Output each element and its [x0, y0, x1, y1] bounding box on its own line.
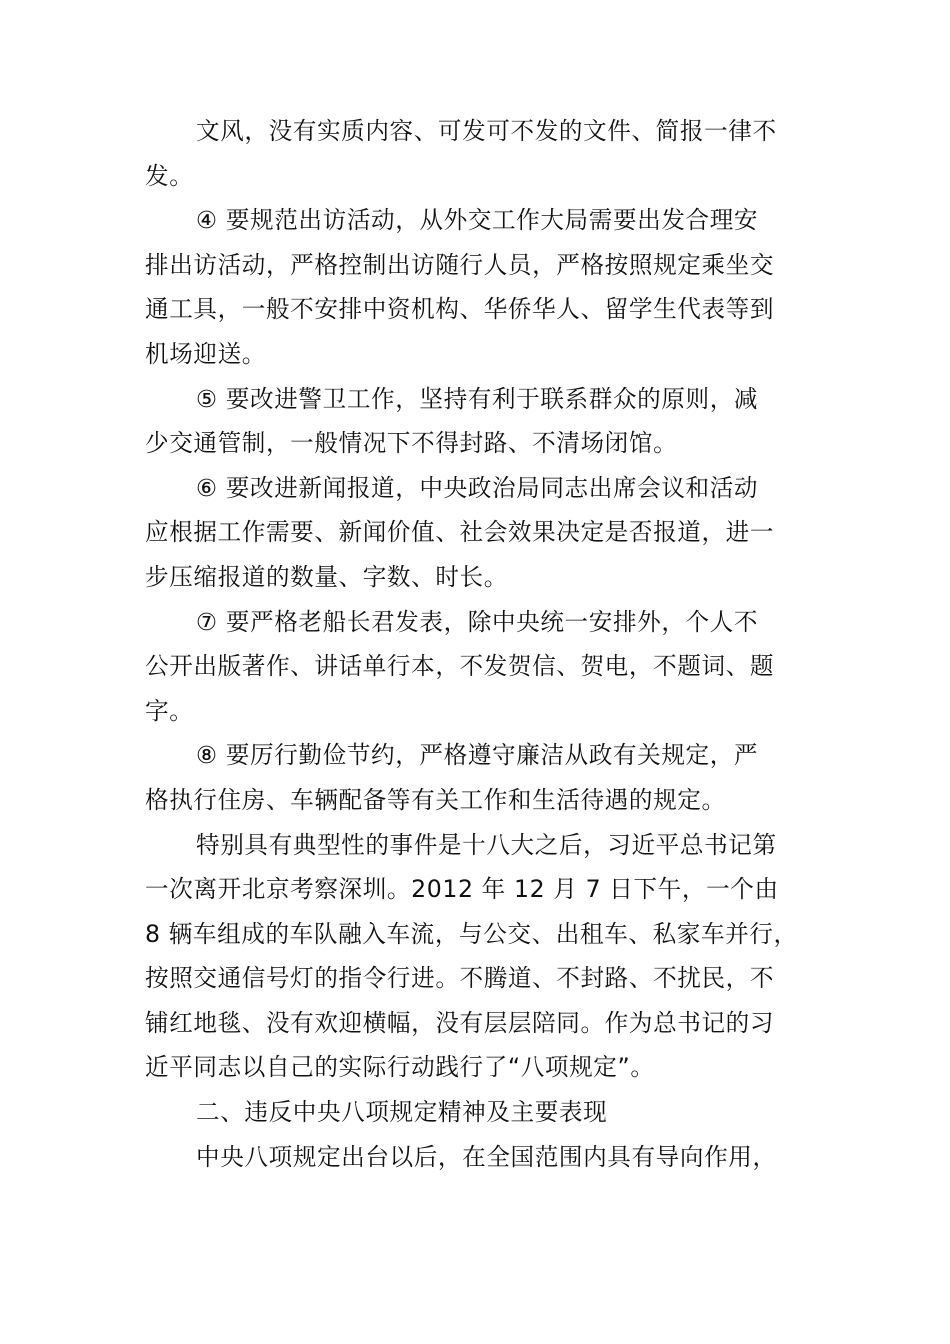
- text-line: 少交通管制，一般情况下不得封路、不清场闭馆。: [145, 429, 678, 458]
- paragraph-item-7: [145, 600, 809, 734]
- paragraph-item-6: [145, 466, 809, 600]
- text-line: ⑦ 要严格老船长君发表，除中央统一安排外，个人不: [196, 607, 759, 636]
- text-line: 机场迎送。: [145, 339, 266, 368]
- text-line: 发。: [145, 161, 194, 190]
- paragraph-item-5: [145, 377, 809, 466]
- text-line: 步压缩报道的数量、字数、时长。: [145, 562, 508, 591]
- paragraph-intro: [145, 1135, 809, 1180]
- text-line: 8 辆车组成的车队融入车流，与公交、出租车、私家车并行，: [145, 919, 798, 948]
- text-line: 特别具有典型性的事件是十八大之后，习近平总书记第: [196, 830, 777, 859]
- text-line: 一次离开北京考察深圳。2012 年 12 月 7 日下午，一个由: [145, 875, 779, 904]
- document-page: [145, 109, 809, 1179]
- text-line: 按照交通信号灯的指令行进。不腾道、不封路、不扰民，不: [145, 964, 775, 993]
- text-line: ⑥ 要改进新闻报道，中央政治局同志出席会议和活动: [196, 473, 759, 502]
- paragraph-wenfeng: [145, 109, 809, 198]
- text-line: ⑧ 要厉行勤俭节约，严格遵守廉洁从政有关规定，严: [196, 741, 759, 770]
- text-line: 排出访活动，严格控制出访随行人员，严格按照规定乘坐交: [145, 250, 775, 279]
- paragraph-example: [145, 823, 809, 1091]
- paragraph-item-4: [145, 198, 809, 376]
- text-line: ⑤ 要改进警卫工作，坚持有利于联系群众的原则，减: [196, 384, 759, 413]
- text-line: 通工具，一般不安排中资机构、华侨华人、留学生代表等到: [145, 295, 775, 324]
- section-heading: [145, 1090, 809, 1135]
- heading-line: 二、违反中央八项规定精神及主要表现: [196, 1098, 608, 1127]
- text-line: 格执行住房、车辆配备等有关工作和生活待遇的规定。: [145, 785, 726, 814]
- text-line: 中央八项规定出台以后，在全国范围内具有导向作用，: [196, 1142, 777, 1171]
- text-line: 铺红地毯、没有欢迎横幅，没有层层陪同。作为总书记的习: [145, 1008, 775, 1037]
- text-line: 公开出版著作、讲话单行本，不发贺信、贺电，不题词、题: [145, 652, 775, 681]
- text-line: 字。: [145, 696, 194, 725]
- paragraph-item-8: [145, 733, 809, 822]
- text-line: ④ 要规范出访活动，从外交工作大局需要出发合理安: [196, 206, 759, 235]
- text-line: 近平同志以自己的实际行动践行了“八项规定”。: [145, 1053, 655, 1082]
- text-line: 应根据工作需要、新闻价值、社会效果决定是否报道，进一: [145, 518, 775, 547]
- text-line: 文风，没有实质内容、可发可不发的文件、简报一律不: [196, 117, 777, 145]
